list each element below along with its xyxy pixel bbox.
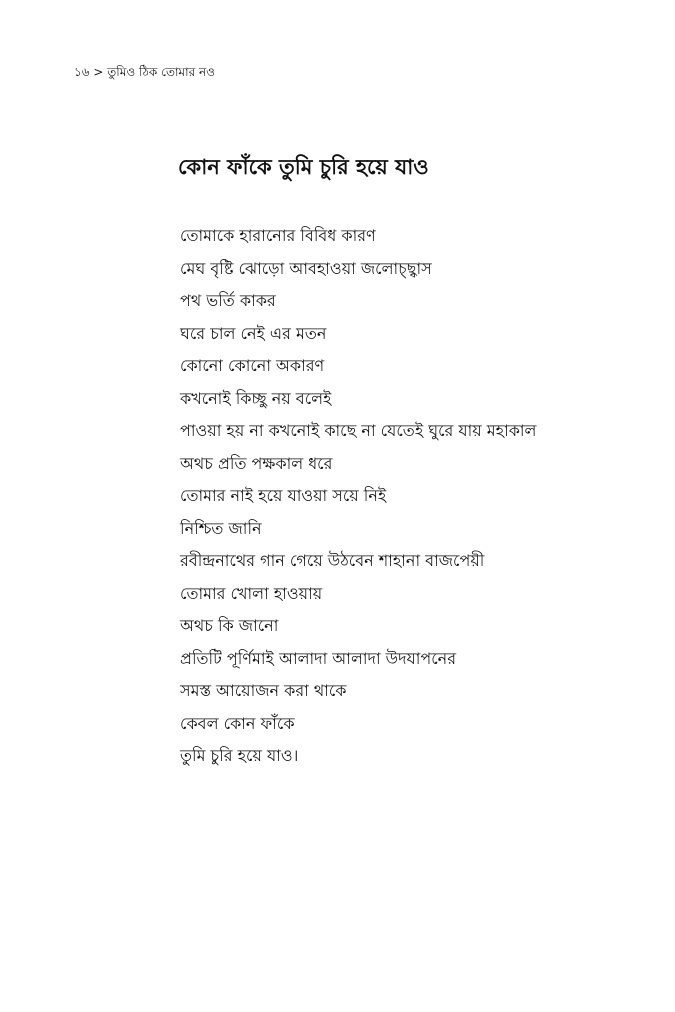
poem-title: কোন ফাঁকে তুমি চুরি হয়ে যাও bbox=[178, 154, 429, 179]
poem-line-2: মেঘ বৃষ্টি ঝোড়ো আবহাওয়া জলোচ্ছ্বাস bbox=[180, 258, 432, 278]
poem-line-1: তোমাকে হারানোর বিবিধ কারণ bbox=[180, 226, 376, 245]
poem-line-12: তোমার খোলা হাওয়ায় bbox=[180, 583, 323, 603]
poem-line-9: তোমার নাই হয়ে যাওয়া সয়ে নিই bbox=[180, 486, 387, 505]
poem-body bbox=[180, 220, 650, 773]
poem-line-17: তুমি চুরি হয়ে যাও। bbox=[180, 746, 299, 765]
poem-line-11: রবীন্দ্রনাথের গান গেয়ে উঠবেন শাহানা বাজপেয়ী bbox=[180, 551, 485, 570]
poem-line-10: নিশ্চিত জানি bbox=[180, 518, 262, 538]
poem-line-13: অথচ কি জানো bbox=[180, 616, 279, 635]
poem-line-14: প্রতিটি পূর্ণিমাই আলাদা আলাদা উদযাপনের bbox=[180, 648, 457, 668]
poem-line-15: সমস্ত আয়োজন করা থাকে bbox=[180, 681, 347, 700]
poem-line-16: কেবল কোন ফাঁকে bbox=[180, 713, 295, 733]
poem-line-4: ঘরে চাল নেই এর মতন bbox=[180, 323, 327, 343]
poem-line-5: কোনো কোনো অকারণ bbox=[180, 356, 325, 375]
poem-line-8: অথচ প্রতি পক্ষকাল ধরে bbox=[180, 453, 333, 473]
running-head: ১৬ > তুমিও ঠিক তোমার নও bbox=[74, 65, 215, 79]
poem-line-6: কখনোই কিচ্ছু নয় বলেই bbox=[180, 388, 332, 408]
poem-line-3: পথ ভর্তি কাকর bbox=[180, 291, 276, 310]
poem-line-7: পাওয়া হয় না কখনোই কাছে না যেতেই ঘুরে যায় মহাকাল bbox=[180, 421, 537, 440]
